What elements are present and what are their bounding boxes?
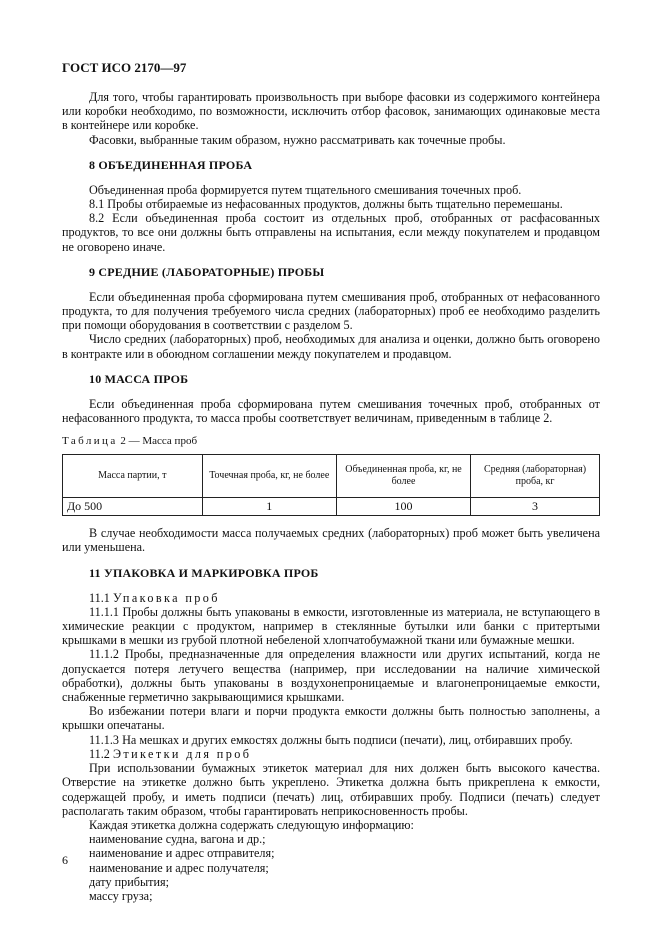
paragraph: 8.2 Если объединенная проба состоит из отдельных проб, отобранных от расфасованных продуктов, то все они должны быть отправлены на испытания, если между покупателем и продавцом не оговорено иначе. bbox=[62, 211, 600, 254]
paragraph: Если объединенная проба сформирована путем смешивания проб, отобранных от нефасованного продукта, то для получения требуемого числа средних (лабораторных) проб ее необходимо разделить при помощи оборудования в соответствии с разделом 5. bbox=[62, 289, 600, 333]
table-row bbox=[63, 498, 600, 516]
paragraph: 11.1.1 Пробы должны быть упакованы в емкости, изготовленные из материала, не вступающего в химические реакции с продуктом, например в стеклянные бутылки или банки с притертыми крышками в мешки из грубой плотной небеленой хлопчатобумажной ткани или бумажные мешки. bbox=[62, 604, 600, 648]
paragraph: 11.1.2 Пробы, предназначенные для определения влажности или других испытаний, когда не допускается потеря летучего вещества (например, при исследовании на наличие химической обработки), должны быть упакованы в воздухонепроницаемые и влагонепроницаемые емкости, снабженные герметично закрывающимися крышками. bbox=[62, 647, 600, 705]
list-item: массу груза; bbox=[89, 888, 153, 903]
section-title-9: 9 СРЕДНИЕ (ЛАБОРАТОРНЫЕ) ПРОБЫ bbox=[89, 264, 325, 279]
table-header-row bbox=[63, 455, 600, 498]
document-page bbox=[62, 60, 600, 903]
sample-mass-table bbox=[62, 454, 600, 516]
table-cell: 100 bbox=[336, 498, 470, 516]
subsection-title: Упаковка проб bbox=[112, 590, 220, 605]
paragraph: Фасовки, выбранные таким образом, нужно рассматривать как точечные пробы. bbox=[89, 132, 506, 147]
paragraph: Для того, чтобы гарантировать произвольность при выборе фасовки из содержимого контейнера или коробки необходимо, по возможности, исключить отбор фасовок, занимающих одинаковые места в контейнере или коробке. bbox=[62, 90, 600, 133]
paragraph: 11.1.3 На мешках и других емкостях должны быть подписи (печати), лиц, отбиравших пробу. bbox=[89, 732, 573, 747]
paragraph: Каждая этикетка должна содержать следующую информацию: bbox=[89, 817, 414, 832]
page-number: 6 bbox=[62, 853, 68, 867]
paragraph: 8.1 Пробы отбираемые из нефасованных продуктов, должны быть тщательно перемешаны. bbox=[89, 197, 563, 212]
table-cell: 3 bbox=[471, 498, 600, 516]
paragraph: Во избежании потери влаги и порчи продукта емкости должны быть полностью заполнены, а крышки опечатаны. bbox=[62, 704, 600, 733]
label-info-list bbox=[62, 832, 600, 903]
table-header-cell: Точечная проба, кг, не более bbox=[202, 455, 336, 498]
section-title-8: 8 ОБЪЕДИНЕННАЯ ПРОБА bbox=[89, 157, 253, 172]
table-header-cell: Средняя (лабораторная) проба, кг bbox=[471, 455, 600, 498]
table-caption-text: 2 — Масса проб bbox=[117, 435, 198, 448]
paragraph: Если объединенная проба сформирована путем смешивания точечных проб, отобранных от нефасованного продукта, то масса пробы соответствует величинам, приведенным в таблице 2. bbox=[62, 396, 600, 426]
paragraph: Объединенная проба формируется путем тщательного смешивания точечных проб. bbox=[89, 182, 522, 197]
table-cell: До 500 bbox=[63, 498, 203, 516]
list-item: наименование и адрес отправителя; bbox=[89, 846, 275, 861]
document-header: ГОСТ ИСО 2170—97 bbox=[62, 60, 187, 75]
subsection-number: 11.2 bbox=[89, 746, 113, 761]
table-caption bbox=[62, 435, 600, 447]
list-item: дату прибытия; bbox=[89, 874, 169, 889]
paragraph: Число средних (лабораторных) проб, необходимых для анализа и оценки, должно быть оговорено в контракте или в обоюдном соглашении между покупателем и продавцом. bbox=[62, 332, 600, 361]
subsection-number: 11.1 bbox=[89, 590, 113, 605]
table-header-cell: Масса партии, т bbox=[63, 455, 203, 498]
paragraph: При использовании бумажных этикеток материал для них должен быть высокого качества. Отверстие на этикетке должно быть укреплено. Этикетка должна быть прикреплена к емкости, содержащей пробу, и иметь подписи (печать) лиц, отбиравших пробу. Подписи (печать) следует располагать таким образом, чтобы гарантировать неприкосновенность пробы. bbox=[62, 761, 600, 818]
list-item: наименование судна, вагона и др.; bbox=[89, 832, 266, 847]
section-title-10: 10 МАССА ПРОБ bbox=[89, 371, 189, 386]
paragraph: В случае необходимости масса получаемых средних (лабораторных) проб может быть увеличена или уменьшена. bbox=[62, 526, 600, 555]
subsection-title: Этикетки для проб bbox=[112, 746, 252, 761]
subsection-heading-11-1 bbox=[62, 591, 600, 605]
section-title-11: 11 УПАКОВКА И МАРКИРОВКА ПРОБ bbox=[89, 565, 319, 580]
table-header-cell: Объединенная проба, кг, не более bbox=[336, 455, 470, 498]
subsection-heading-11-2 bbox=[62, 747, 600, 761]
list-item: наименование и адрес получателя; bbox=[89, 860, 269, 875]
table-caption-label: Таблица bbox=[62, 435, 118, 448]
table-cell: 1 bbox=[202, 498, 336, 516]
